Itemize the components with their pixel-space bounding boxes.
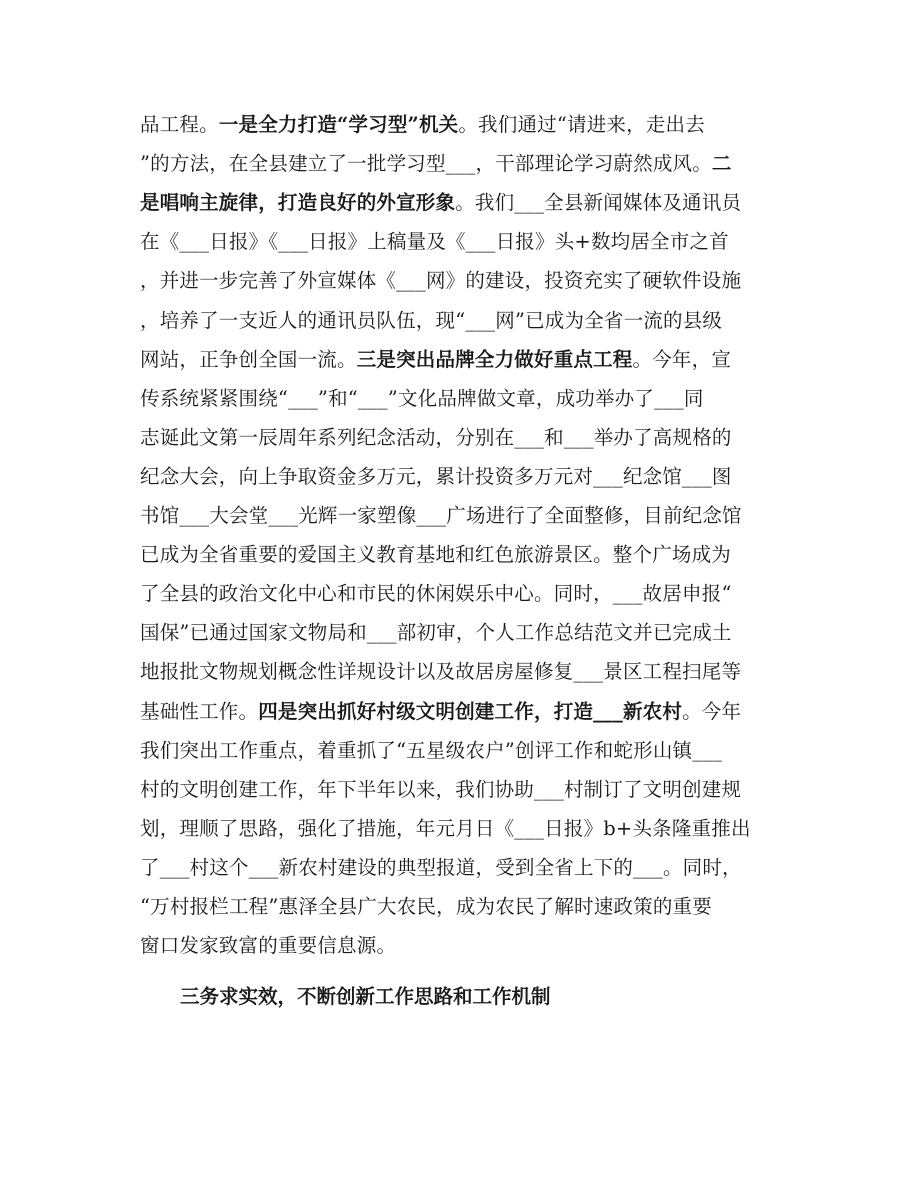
text-run: 村的文明创建工作，年下半年以来，我们协助___村制订了文明创建规: [140, 778, 742, 801]
text-line: [140, 577, 780, 611]
text-line: [140, 264, 780, 298]
text-run: 志诞此文第一辰周年系列纪念活动，分别在___和___举办了高规格的: [140, 426, 732, 449]
bold-text-run: 二: [711, 152, 732, 175]
bold-text-run: 一是全力打造“学习型”机关: [218, 113, 459, 136]
text-line: [140, 773, 780, 807]
text-run: 了全县的政治文化中心和市民的休闲娱乐中心。同时，___故居申报“: [140, 582, 732, 605]
text-run: 。今年: [682, 700, 742, 723]
text-run: 窗口发家致富的重要信息源。: [140, 934, 397, 957]
text-run: 在《___日报》《___日报》上稿量及《___日报》头+数均居全市之首: [140, 230, 729, 253]
text-line: [140, 147, 780, 181]
text-line: [140, 460, 780, 494]
text-run: 传系统紧紧围绕“___”和“___”文化品牌做文章，成功举办了___同: [140, 387, 704, 410]
text-run: 网站，正争创全国一流。: [140, 348, 357, 371]
text-line: [140, 851, 780, 885]
text-line: [140, 734, 780, 768]
text-run: 地报批文物规划概念性详规设计以及故居房屋修复___景区工程扫尾等: [140, 660, 742, 683]
text-line: [140, 538, 780, 572]
text-run: 书馆___大会堂___光辉一家塑像___广场进行了全面整修，目前纪念馆: [140, 504, 742, 527]
text-line: [140, 225, 780, 259]
text-line: [140, 890, 780, 924]
text-run: 基础性工作。: [140, 700, 259, 723]
text-line: [140, 186, 780, 220]
text-run: 。我们___全县新闻媒体及通讯员: [455, 191, 742, 214]
text-line: [140, 655, 780, 689]
text-run: 纪念大会，向上争取资金多万元，累计投资多万元对___纪念馆___图: [140, 465, 732, 488]
text-line: [140, 616, 780, 650]
text-run: ，并进一步完善了外宣媒体《___网》的建设，投资充实了硬软件设施: [140, 269, 742, 292]
text-line: [140, 382, 780, 416]
text-run: 我们突出工作重点，着重抓了“五星级农户”创评工作和蛇形山镇___: [140, 739, 723, 762]
text-line: [140, 812, 780, 846]
text-line: [140, 108, 780, 142]
bold-text-run: 是唱响主旋律，打造良好的外宣形象: [140, 191, 456, 214]
text-run: 。我们通过“请进来，走出去: [458, 113, 705, 136]
text-run: 已成为全省重要的爱国主义教育基地和红色旅游景区。整个广场成为: [140, 543, 732, 566]
text-line: [140, 929, 780, 963]
text-run: ”的方法，在全县建立了一批学习型___，干部理论学习蔚然成风。: [140, 152, 712, 175]
text-run: 划，理顺了思路，强化了措施，年元月日《___日报》b+头条隆重推出: [140, 817, 751, 840]
text-line: [140, 343, 780, 377]
text-run: 国保”已通过国家文物局和___部初审，个人工作总结范文并已完成土: [140, 621, 732, 644]
text-line: [140, 499, 780, 533]
text-line: [140, 695, 780, 729]
bold-text-run: 三是突出品牌全力做好重点工程: [356, 348, 633, 371]
text-line: [140, 421, 780, 455]
text-run: “万村报栏工程”惠泽全县广大农民，成为农民了解时速政策的重要: [140, 895, 712, 918]
text-run: 品工程。: [140, 113, 219, 136]
text-run: 了___村这个___新农村建设的典型报道，受到全省上下的___。同时，: [140, 856, 742, 879]
text-run: ，培养了一支近人的通讯员队伍，现“___网”已成为全省一流的县级: [140, 309, 723, 332]
text-line: [140, 304, 780, 338]
section-heading: 三务求实效，不断创新工作思路和工作机制: [180, 985, 551, 1008]
bold-text-run: 四是突出抓好村级文明创建工作，打造___新农村: [258, 700, 683, 723]
text-run: 。今年，宣: [632, 348, 732, 371]
